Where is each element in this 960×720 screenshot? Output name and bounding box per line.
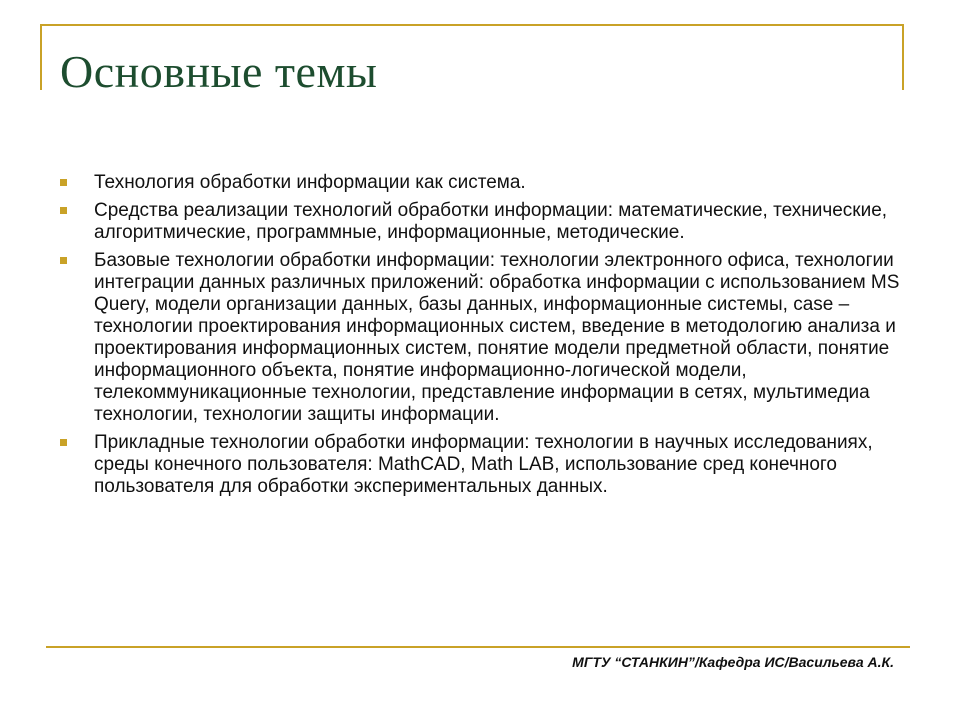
footer-divider bbox=[46, 646, 910, 648]
bullet-text: Базовые технологии обработки информации: технологии электронного офиса, технологии интеграции данных различных приложений: обработка информации с использованием MS Query, модели организации данных, базы данных, информационные системы, case – технологии проектирования информационных систем, введение в методологию анализа и проектирования информационных систем, понятие модели предметной области, понятие информационного объекта, понятие информационно-логической модели, телекоммуникационные технологии, представление информации в сетях, мультимедиа технологии, технологии защиты информации. bbox=[94, 250, 900, 425]
square-bullet-icon bbox=[60, 179, 67, 186]
square-bullet-icon bbox=[60, 207, 67, 214]
bullet-item bbox=[60, 432, 900, 498]
footer-credit: МГТУ “СТАНКИН”/Кафедра ИС/Васильева А.К. bbox=[572, 654, 894, 670]
bullet-item bbox=[60, 172, 900, 194]
bullet-item bbox=[60, 250, 900, 426]
frame-left-line bbox=[40, 24, 42, 90]
bullet-text: Прикладные технологии обработки информации: технологии в научных исследованиях, среды конечного пользователя: MathCAD, Math LAB, использование сред конечного пользователя для обработки экспериментальных данных. bbox=[94, 432, 873, 497]
square-bullet-icon bbox=[60, 257, 67, 264]
frame-top-line bbox=[40, 24, 904, 26]
frame-right-line bbox=[902, 24, 904, 90]
bullet-list bbox=[60, 172, 900, 504]
bullet-item bbox=[60, 200, 900, 244]
bullet-text: Технология обработки информации как система. bbox=[94, 172, 526, 193]
bullet-text: Средства реализации технологий обработки информации: математические, технические, алгоритмические, программные, информационные, методические. bbox=[94, 200, 888, 243]
slide-title: Основные темы bbox=[60, 46, 378, 97]
square-bullet-icon bbox=[60, 439, 67, 446]
